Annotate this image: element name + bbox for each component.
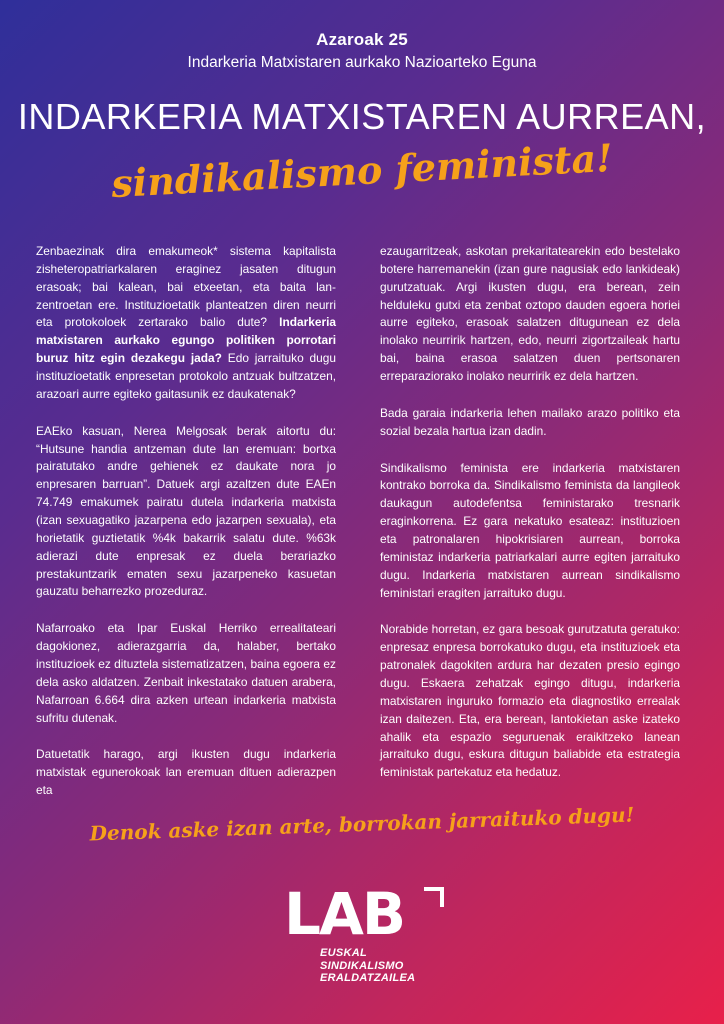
paragraph: EAEko kasuan, Nerea Melgosak berak aitortu du: “Hutsune handia antzeman dute lan eremuan: bortxa pairatutako andre gehienek ez daukate nora jo enpresaren barruan”. Datuek argi azaltzen dute EAEn 74.749 emakumek pairatu dutela indarkeria matxista (izan sexuagatiko jazarpena edo jazarpen sexuala), eta horietatik guztietatik %4k bakarrik salatu dute. %63k adierazi dute enpresak ez duela berariazko prestakuntzarik ematen sexu jazarpeneko kasuetan gauzatu beharrezko prozeduraz. xyxy=(36,423,336,599)
paragraph xyxy=(36,243,336,404)
header xyxy=(0,30,724,72)
logo-line: EUSKAL xyxy=(320,947,368,959)
logo-wordmark: LAB xyxy=(284,880,405,948)
paragraph: Norabide horretan, ez gara besoak gurutzatuta geratuko: enpresaz enpresa borrokatuko dugu, eta instituzioek eta patronalek dagokiten ardura har dezaten presio egingo dugu. Eskaera zehatzak egingo ditugu, indarkeria matxistaren inguruko formazio eta diagnostiko errealak izan daitezen. Eta, era berean, lantokietan aske izateko ahalik eta espazio seguruenak eraikitzeko lanean jarraituko dugu, eskura ditugun baliabide eta estrategia feministak partekatuz eta hedatuz. xyxy=(380,622,680,780)
paragraph: ezaugarritzeak, askotan prekaritatearekin edo bestelako botere harremanekin (izan gure nagusiak edo lankideak) gurutzatuak. Argi ikusten dugu, era berean, zein helduleku gutxi eta zenbat oztopo dauden egoera horiei aurre egiteko, erasoak salatzen ditugunean ez dela inolako neurririk hartzen, edo, neurri zigortzaileak hartu bai, baina erasoa salatzen duen pertsonaren erreparaziorako inolako neurririk ez dela hartzen. xyxy=(380,244,680,384)
event-date: Azaroak 25 xyxy=(316,30,408,49)
right-column xyxy=(380,243,680,801)
logo-line: ERALDATZAILEA xyxy=(320,972,416,985)
left-column xyxy=(36,243,336,819)
logo-bracket-icon xyxy=(424,887,444,907)
paragraph: Sindikalismo feminista ere indarkeria matxistaren kontrako borroka da. Sindikalismo feminista da langileok daukagun autodefentsa feministarako tresnarik eraginkorrena. Ez gara nekatuko esateaz: instituzioen eta patronalaren hipokrisiaren aurrean, borroka feministaz indarkeria patriarkalari aurre egiten jarraituko dugu. Indarkeria matxistaren aurrean sindikalismo feministari eragiten jarraituko dugu. xyxy=(380,460,680,600)
logo-tagline xyxy=(320,947,454,985)
paragraph-text: Zenbaezinak dira emakumeok* sistema kapitalista zisheteropatriarkalaren eraginez jasaten ditugun erasoak; bai kalean, bai etxeetan, eta baita lan-zentroetan ere. Instituzioetatik planteatzen diren neurri eta protokoloek zertarako balio dute? xyxy=(36,244,336,330)
paragraph: Bada garaia indarkeria lehen mailako arazo politiko eta sozial bezala hartua izan dadin. xyxy=(380,405,680,438)
paragraph: Nafarroako eta Ipar Euskal Herriko errealitateari dagokionez, adierazgarria da, halaber, bertako instituzioek ez dituztela sistematizatzen, baina egoera ez dela asko aldatzen. Zenbait inkestatako datuen arabera, Nafarroan 6.664 dira azken urtean indarkeria matxista sufritu dutenak. xyxy=(36,621,336,725)
page-title: INDARKERIA MATXISTAREN AURREAN, xyxy=(17,96,707,137)
paragraph-highlight: Indarkeria matxistaren aurkako egungo politiken porrotari buruz hitz egin dezakegu jada? xyxy=(36,315,336,366)
paragraph-text: Edo jarraituko dugu instituzioetatik enpresetan protokolo antzuak bultzatzen, arazoari aurre egiteko gaitasunik ez daukatenak? xyxy=(36,351,336,401)
paragraph: Datuetatik harago, argi ikusten dugu indarkeria matxistak egunerokoak lan eremuan dituen adierazpen eta xyxy=(36,747,336,798)
slogan: Denok aske izan arte, borrokan jarraituko dugu! xyxy=(89,802,635,846)
event-subtitle: Indarkeria Matxistaren aurkako Nazioarteko Eguna xyxy=(187,54,537,71)
logo-line: SINDIKALISMO xyxy=(320,959,404,972)
accent-title: sindikalismo feminista! xyxy=(110,134,614,207)
lab-logo xyxy=(284,880,454,995)
